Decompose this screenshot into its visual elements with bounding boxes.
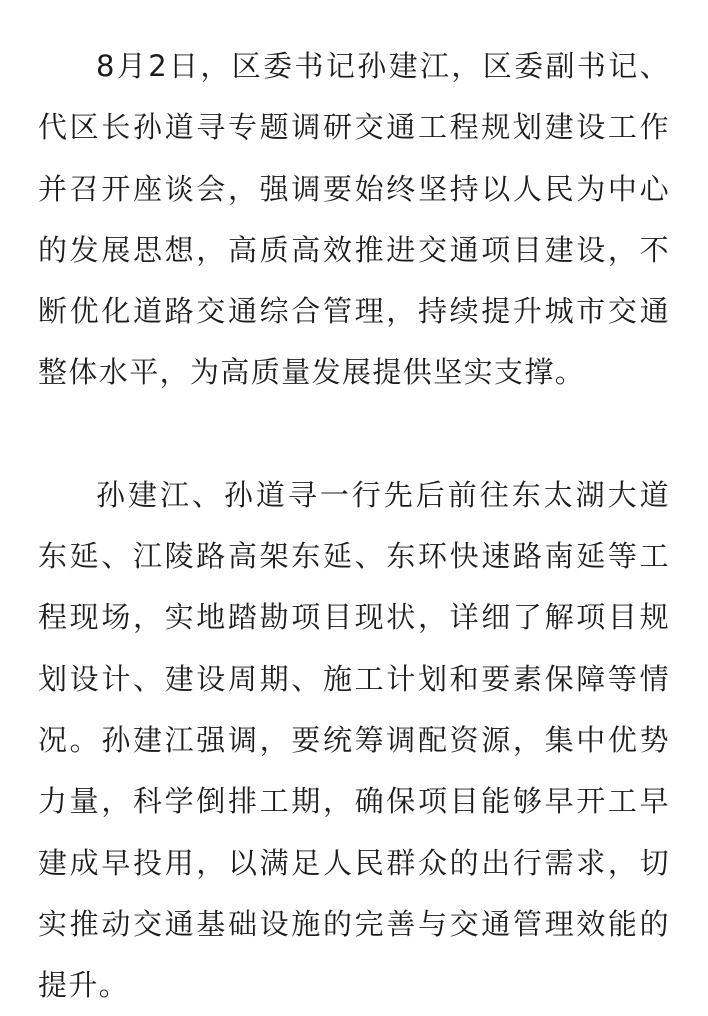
paragraph-1: 8月2日，区委书记孙建江，区委副书记、代区长孙道寻专题调研交通工程规划建设工作并召开座谈会，强调要始终坚持以人民为中心的发展思想，高质高效推进交通项目建设，不断优化道路交通综合管理，持续提升城市交通整体水平，为高质量发展提供坚实支撑。 [38, 49, 670, 390]
paragraph-2: 孙建江、孙道寻一行先后前往东太湖大道东延、江陵路高架东延、东环快速路南延等工程现场，实地踏勘项目现状，详细了解项目规划设计、建设周期、施工计划和要素保障等情况。孙建江强调，要统筹调配资源，集中优势力量，科学倒排工期，确保项目能够早开工早建成早投用，以满足人民群众的出行需求，切实推动交通基础设施的完善与交通管理效能的提升。 [38, 477, 670, 1003]
